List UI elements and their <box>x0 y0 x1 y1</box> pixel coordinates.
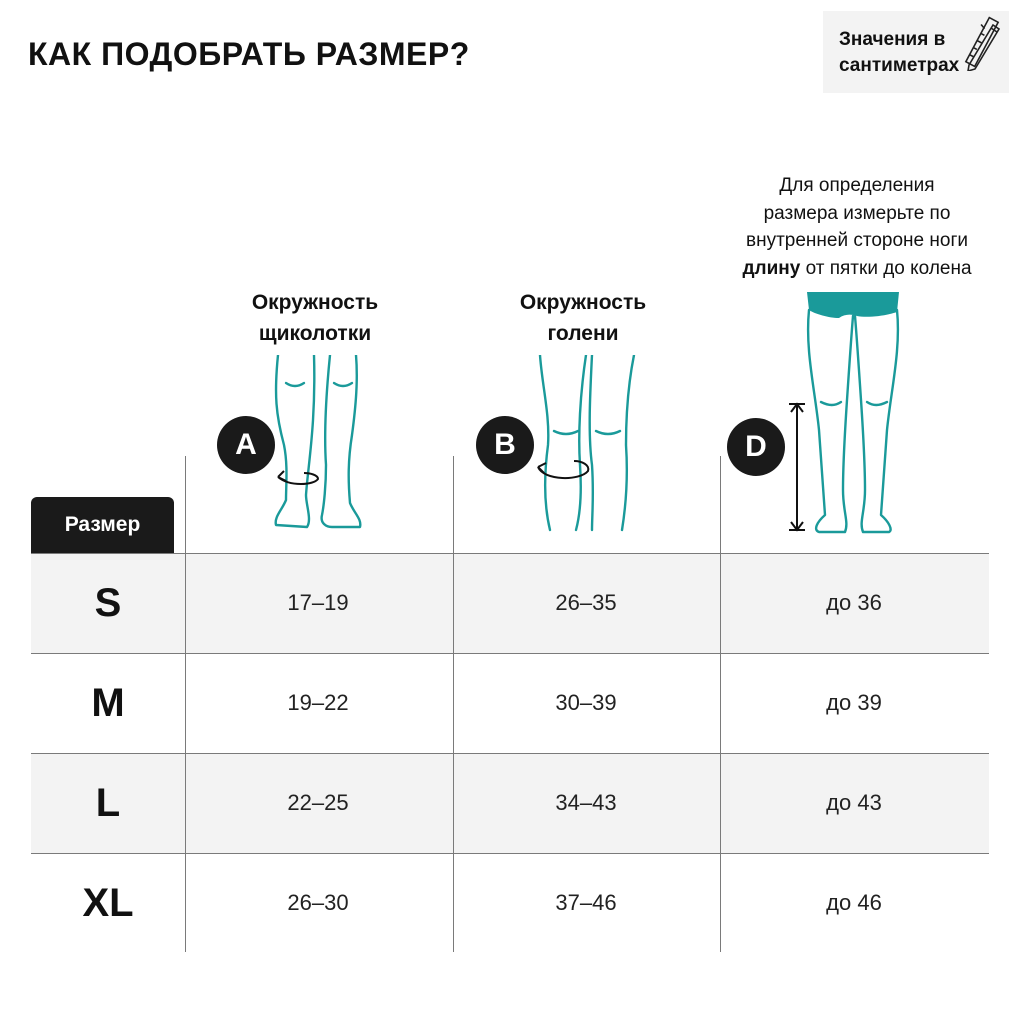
header-divider-3 <box>720 456 721 553</box>
size-label: XL <box>82 880 134 925</box>
header-divider-1 <box>185 456 186 553</box>
length-value: до 36 <box>826 590 882 615</box>
ankle-value: 19–22 <box>287 690 349 715</box>
length-note-line-3: внутренней стороне ноги <box>746 230 968 251</box>
badge-a: A <box>217 416 275 474</box>
badge-b: B <box>476 416 534 474</box>
length-note-bold: длину <box>742 257 801 279</box>
length-value: до 39 <box>826 690 882 715</box>
length-note-line-2: размера измерьте по <box>763 202 951 224</box>
table-row <box>31 553 989 653</box>
label-calf-line-2: голени <box>547 322 619 345</box>
size-label: S <box>94 580 122 625</box>
length-value: до 43 <box>826 790 882 815</box>
table-divider-2 <box>453 553 454 952</box>
length-note-line-4 <box>712 255 1002 283</box>
table-divider-3 <box>720 553 721 952</box>
legs-length-illustration <box>775 290 915 540</box>
page-title: КАК ПОДОБРАТЬ РАЗМЕР? <box>28 36 470 72</box>
ankle-value: 22–25 <box>287 790 349 815</box>
length-instruction <box>712 172 1002 282</box>
calf-value: 26–35 <box>555 590 617 615</box>
units-note <box>823 11 1009 93</box>
size-label: L <box>95 780 121 825</box>
size-column-header: Размер <box>31 497 174 553</box>
table-line <box>31 653 989 654</box>
length-value: до 46 <box>826 890 882 915</box>
table-line-top <box>31 553 989 554</box>
table-divider-1 <box>185 553 186 952</box>
ruler-pencil-icon <box>963 15 1007 71</box>
units-line-2: сантиметрах <box>839 55 960 76</box>
length-note-line-1: Для определения <box>779 175 935 196</box>
label-ankle-line-1: Окружность <box>251 291 379 314</box>
header-divider-2 <box>453 456 454 553</box>
badge-d: D <box>727 418 785 476</box>
label-ankle-line-2: щиколотки <box>258 322 372 345</box>
label-calf-line-1: Окружность <box>519 291 647 314</box>
label-calf-circumference <box>488 287 678 349</box>
table-row <box>31 753 989 853</box>
units-line-1: Значения в <box>839 29 946 50</box>
size-label: M <box>91 680 125 725</box>
table-row <box>31 853 989 953</box>
table-row <box>31 653 989 753</box>
legs-ankle-illustration <box>262 355 372 535</box>
shorts-shape <box>807 292 899 318</box>
table-line <box>31 753 989 754</box>
length-note-rest: от пятки до колена <box>800 257 972 279</box>
units-text <box>839 27 959 79</box>
table-line <box>31 853 989 854</box>
legs-calf-illustration <box>530 355 640 535</box>
ankle-value: 26–30 <box>287 890 349 915</box>
calf-value: 30–39 <box>555 690 617 715</box>
calf-value: 37–46 <box>555 890 617 915</box>
calf-value: 34–43 <box>555 790 617 815</box>
label-ankle-circumference <box>220 287 410 349</box>
ankle-value: 17–19 <box>287 590 349 615</box>
